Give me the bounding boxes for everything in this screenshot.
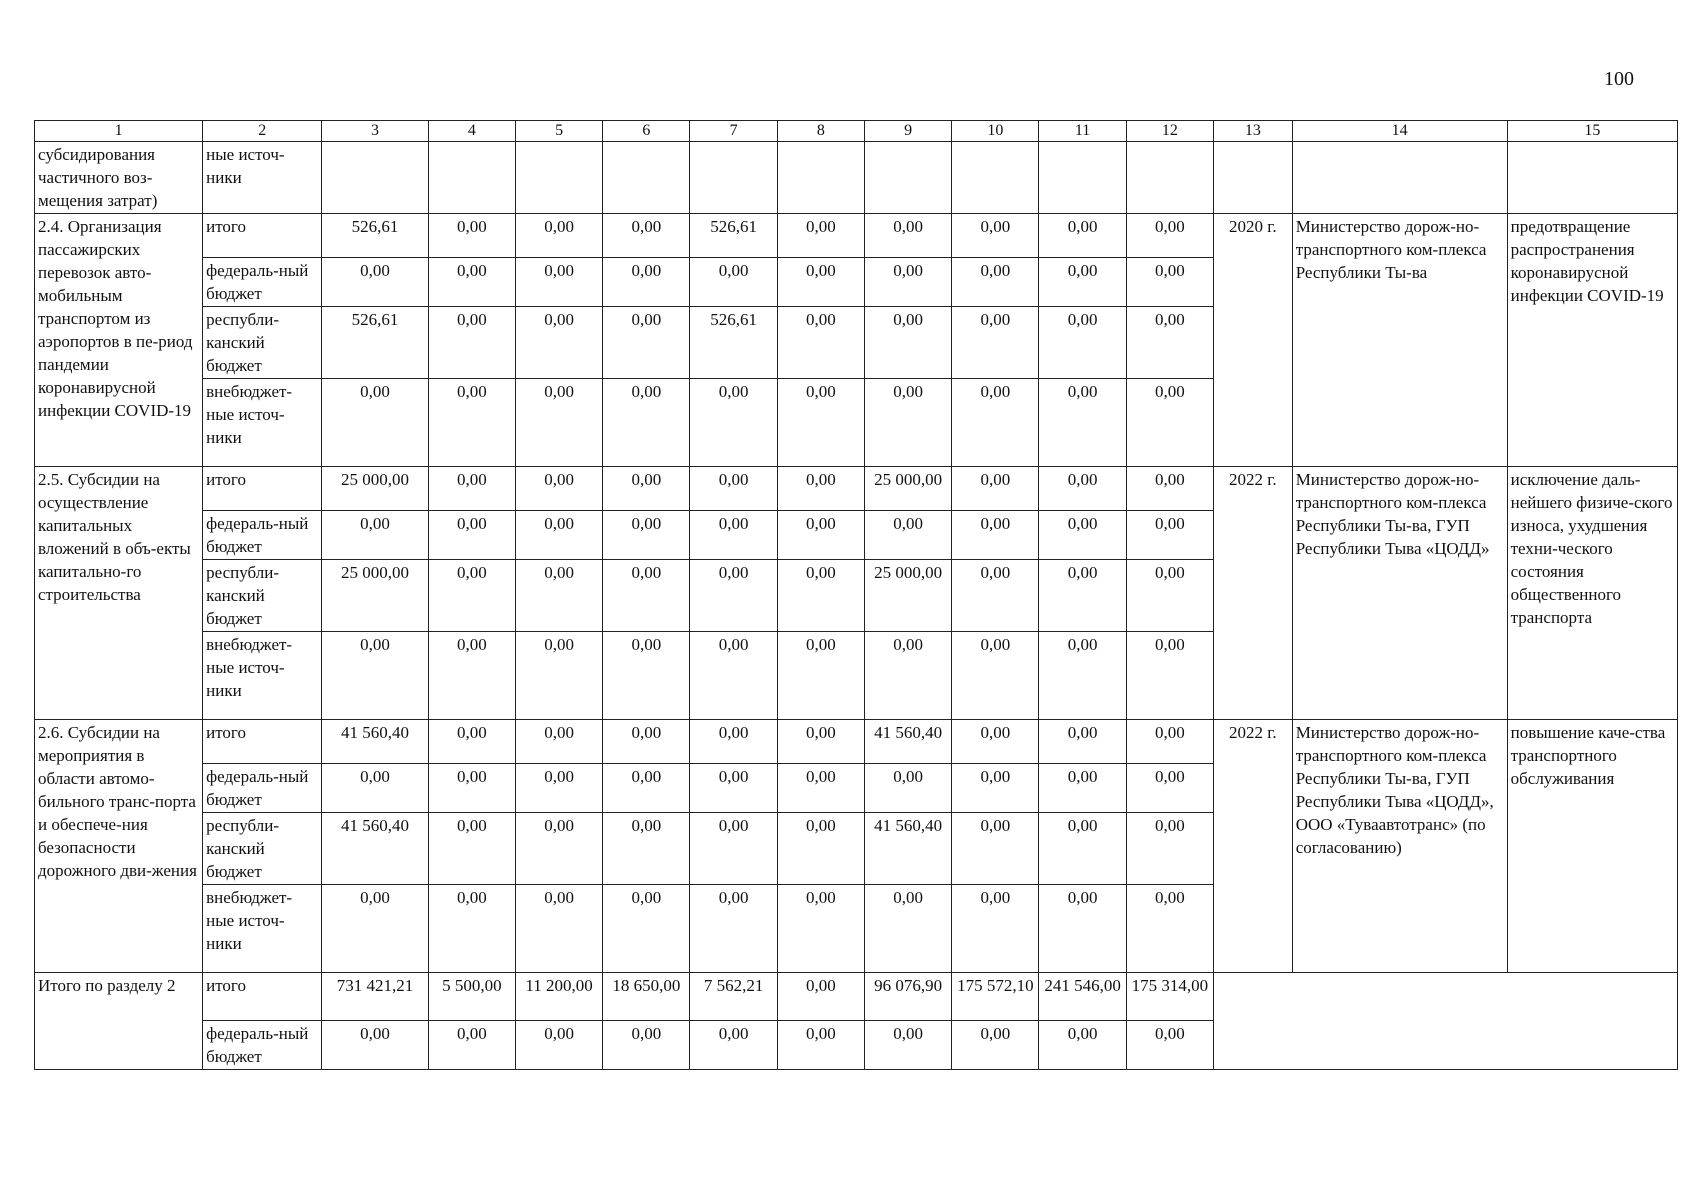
value-cell: 0,00 — [952, 467, 1039, 511]
value-cell: 0,00 — [690, 632, 777, 720]
value-cell: 0,00 — [428, 379, 515, 467]
value-cell: 0,00 — [1126, 467, 1213, 511]
value-cell: 0,00 — [322, 764, 428, 813]
funding-source-cell: итого — [203, 214, 322, 258]
funding-source-cell: федераль-ный бюджет — [203, 1021, 322, 1070]
value-cell: 0,00 — [777, 258, 864, 307]
value-cell: 5 500,00 — [428, 973, 515, 1021]
value-cell: 25 000,00 — [864, 467, 951, 511]
table-row — [35, 720, 1678, 764]
executor-cell: Министерство дорож-но-транспортного ком-плекса Республики Ты-ва, ГУП Республики Тыва «ЦОДД», ООО «Туваавтотранс» (по согласованию) — [1292, 720, 1507, 973]
column-header: 9 — [864, 121, 951, 142]
result-cell: предотвращение распространения коронавирусной инфекции COVID-19 — [1507, 214, 1677, 467]
value-cell: 0,00 — [952, 258, 1039, 307]
value-cell: 0,00 — [952, 511, 1039, 560]
value-cell: 0,00 — [515, 467, 602, 511]
value-cell: 0,00 — [1039, 214, 1126, 258]
value-cell: 526,61 — [690, 214, 777, 258]
funding-source-cell: республи-канский бюджет — [203, 813, 322, 885]
continuation-name-cell: субсидирования частичного воз-мещения затрат) — [35, 142, 203, 214]
value-cell: 175 314,00 — [1126, 973, 1213, 1021]
value-cell: 0,00 — [690, 813, 777, 885]
value-cell: 0,00 — [864, 511, 951, 560]
value-cell: 0,00 — [603, 379, 690, 467]
value-cell: 0,00 — [1039, 813, 1126, 885]
value-cell: 0,00 — [864, 379, 951, 467]
value-cell: 0,00 — [428, 307, 515, 379]
value-cell: 0,00 — [322, 379, 428, 467]
measure-name-cell: 2.4. Организация пассажирских перевозок авто-мобильным транспортом из аэропортов в пе-риод пандемии коронавирусной инфекции COVID-19 — [35, 214, 203, 467]
year-cell: 2020 г. — [1213, 214, 1292, 467]
value-cell: 0,00 — [428, 214, 515, 258]
value-cell: 0,00 — [603, 214, 690, 258]
value-cell: 0,00 — [322, 511, 428, 560]
value-cell: 0,00 — [1039, 511, 1126, 560]
value-cell: 0,00 — [952, 307, 1039, 379]
value-cell: 0,00 — [1126, 764, 1213, 813]
continuation-source-cell: ные источ-ники — [203, 142, 322, 214]
value-cell: 7 562,21 — [690, 973, 777, 1021]
column-header: 2 — [203, 121, 322, 142]
column-header: 5 — [515, 121, 602, 142]
value-cell: 0,00 — [690, 720, 777, 764]
funding-source-cell: итого — [203, 467, 322, 511]
value-cell: 0,00 — [690, 1021, 777, 1070]
value-cell: 11 200,00 — [515, 973, 602, 1021]
value-cell: 0,00 — [777, 720, 864, 764]
value-cell: 0,00 — [777, 467, 864, 511]
value-cell: 0,00 — [428, 467, 515, 511]
value-cell: 0,00 — [952, 379, 1039, 467]
continuation-row — [35, 142, 1678, 214]
value-cell: 0,00 — [322, 885, 428, 973]
value-cell: 0,00 — [777, 379, 864, 467]
value-cell: 0,00 — [777, 1021, 864, 1070]
value-cell: 0,00 — [515, 764, 602, 813]
value-cell: 0,00 — [690, 258, 777, 307]
value-cell: 0,00 — [952, 214, 1039, 258]
value-cell: 0,00 — [322, 632, 428, 720]
value-cell: 0,00 — [777, 632, 864, 720]
funding-source-cell: внебюджет-ные источ-ники — [203, 379, 322, 467]
value-cell: 526,61 — [322, 307, 428, 379]
value-cell: 0,00 — [1039, 764, 1126, 813]
value-cell: 0,00 — [1126, 560, 1213, 632]
value-cell: 0,00 — [603, 813, 690, 885]
column-header: 4 — [428, 121, 515, 142]
value-cell: 0,00 — [1126, 885, 1213, 973]
column-header: 14 — [1292, 121, 1507, 142]
table-row — [35, 467, 1678, 511]
value-cell: 175 572,10 — [952, 973, 1039, 1021]
column-header: 7 — [690, 121, 777, 142]
funding-source-cell: итого — [203, 973, 322, 1021]
column-header: 11 — [1039, 121, 1126, 142]
value-cell: 0,00 — [515, 379, 602, 467]
value-cell: 0,00 — [603, 560, 690, 632]
value-cell: 0,00 — [515, 560, 602, 632]
value-cell: 0,00 — [690, 467, 777, 511]
value-cell: 0,00 — [864, 307, 951, 379]
value-cell: 0,00 — [952, 632, 1039, 720]
value-cell: 0,00 — [1126, 511, 1213, 560]
measure-name-cell: 2.5. Субсидии на осуществление капитальных вложений в объ-екты капитально-го строительства — [35, 467, 203, 720]
table-body — [35, 121, 1678, 1070]
value-cell: 0,00 — [1039, 379, 1126, 467]
value-cell: 0,00 — [428, 720, 515, 764]
value-cell: 0,00 — [1039, 467, 1126, 511]
value-cell: 25 000,00 — [322, 467, 428, 511]
value-cell: 0,00 — [428, 560, 515, 632]
value-cell: 0,00 — [603, 632, 690, 720]
funding-source-cell: республи-канский бюджет — [203, 307, 322, 379]
value-cell: 96 076,90 — [864, 973, 951, 1021]
year-cell: 2022 г. — [1213, 720, 1292, 973]
column-header: 15 — [1507, 121, 1677, 142]
executor-cell: Министерство дорож-но-транспортного ком-плекса Республики Ты-ва — [1292, 214, 1507, 467]
executor-cell: Министерство дорож-но-транспортного ком-плекса Республики Ты-ва, ГУП Республики Тыва «ЦОДД» — [1292, 467, 1507, 720]
value-cell: 0,00 — [777, 511, 864, 560]
value-cell: 0,00 — [777, 307, 864, 379]
value-cell: 0,00 — [515, 258, 602, 307]
page-number: 100 — [1604, 68, 1634, 90]
value-cell: 0,00 — [777, 214, 864, 258]
value-cell: 0,00 — [1039, 1021, 1126, 1070]
value-cell: 0,00 — [603, 467, 690, 511]
table-row — [35, 214, 1678, 258]
value-cell: 0,00 — [1126, 632, 1213, 720]
value-cell: 41 560,40 — [322, 813, 428, 885]
value-cell: 0,00 — [428, 1021, 515, 1070]
value-cell: 0,00 — [515, 1021, 602, 1070]
value-cell: 0,00 — [515, 720, 602, 764]
value-cell: 0,00 — [322, 258, 428, 307]
value-cell: 0,00 — [777, 973, 864, 1021]
value-cell: 0,00 — [603, 764, 690, 813]
value-cell: 0,00 — [952, 813, 1039, 885]
value-cell: 0,00 — [603, 258, 690, 307]
column-header: 10 — [952, 121, 1039, 142]
value-cell: 0,00 — [777, 560, 864, 632]
value-cell: 0,00 — [1126, 214, 1213, 258]
value-cell: 0,00 — [690, 885, 777, 973]
value-cell: 0,00 — [428, 764, 515, 813]
funding-source-cell: итого — [203, 720, 322, 764]
value-cell: 0,00 — [777, 813, 864, 885]
value-cell: 25 000,00 — [322, 560, 428, 632]
value-cell: 0,00 — [428, 632, 515, 720]
result-cell: повышение каче-ства транспортного обслуживания — [1507, 720, 1677, 973]
value-cell: 0,00 — [515, 511, 602, 560]
value-cell: 0,00 — [864, 632, 951, 720]
value-cell: 0,00 — [603, 511, 690, 560]
budget-table — [34, 120, 1678, 1070]
value-cell: 0,00 — [1126, 379, 1213, 467]
value-cell: 0,00 — [952, 885, 1039, 973]
value-cell: 0,00 — [1126, 258, 1213, 307]
value-cell: 0,00 — [952, 720, 1039, 764]
value-cell: 0,00 — [1126, 720, 1213, 764]
value-cell: 0,00 — [428, 258, 515, 307]
funding-source-cell: внебюджет-ные источ-ники — [203, 885, 322, 973]
value-cell: 0,00 — [428, 511, 515, 560]
value-cell: 731 421,21 — [322, 973, 428, 1021]
value-cell: 0,00 — [515, 813, 602, 885]
value-cell: 0,00 — [690, 379, 777, 467]
value-cell: 0,00 — [1126, 307, 1213, 379]
value-cell: 0,00 — [952, 764, 1039, 813]
column-header: 12 — [1126, 121, 1213, 142]
column-header: 8 — [777, 121, 864, 142]
value-cell: 0,00 — [1126, 813, 1213, 885]
value-cell: 0,00 — [428, 813, 515, 885]
value-cell: 526,61 — [322, 214, 428, 258]
value-cell: 0,00 — [864, 258, 951, 307]
value-cell: 0,00 — [603, 885, 690, 973]
value-cell: 0,00 — [428, 885, 515, 973]
column-header: 1 — [35, 121, 203, 142]
value-cell: 0,00 — [864, 764, 951, 813]
value-cell: 0,00 — [322, 1021, 428, 1070]
funding-source-cell: федераль-ный бюджет — [203, 511, 322, 560]
value-cell: 526,61 — [690, 307, 777, 379]
funding-source-cell: республи-канский бюджет — [203, 560, 322, 632]
empty-area — [1213, 973, 1677, 1070]
value-cell: 0,00 — [1039, 560, 1126, 632]
value-cell: 41 560,40 — [322, 720, 428, 764]
value-cell: 0,00 — [515, 632, 602, 720]
value-cell: 0,00 — [864, 214, 951, 258]
value-cell: 0,00 — [515, 307, 602, 379]
column-header: 6 — [603, 121, 690, 142]
value-cell: 0,00 — [603, 1021, 690, 1070]
value-cell: 241 546,00 — [1039, 973, 1126, 1021]
value-cell: 0,00 — [1126, 1021, 1213, 1070]
funding-source-cell: федераль-ный бюджет — [203, 764, 322, 813]
value-cell: 0,00 — [603, 307, 690, 379]
value-cell: 0,00 — [603, 720, 690, 764]
value-cell: 0,00 — [864, 885, 951, 973]
funding-source-cell: федераль-ный бюджет — [203, 258, 322, 307]
value-cell: 41 560,40 — [864, 813, 951, 885]
value-cell: 41 560,40 — [864, 720, 951, 764]
value-cell: 0,00 — [1039, 258, 1126, 307]
value-cell: 0,00 — [777, 885, 864, 973]
value-cell: 0,00 — [1039, 307, 1126, 379]
value-cell: 0,00 — [952, 560, 1039, 632]
value-cell: 25 000,00 — [864, 560, 951, 632]
value-cell: 0,00 — [690, 511, 777, 560]
funding-source-cell: внебюджет-ные источ-ники — [203, 632, 322, 720]
value-cell: 0,00 — [777, 764, 864, 813]
value-cell: 18 650,00 — [603, 973, 690, 1021]
total-row — [35, 973, 1678, 1021]
column-header: 13 — [1213, 121, 1292, 142]
value-cell: 0,00 — [1039, 720, 1126, 764]
value-cell: 0,00 — [1039, 885, 1126, 973]
value-cell: 0,00 — [952, 1021, 1039, 1070]
value-cell: 0,00 — [690, 560, 777, 632]
value-cell: 0,00 — [864, 1021, 951, 1070]
value-cell: 0,00 — [515, 885, 602, 973]
column-header: 3 — [322, 121, 428, 142]
total-name-cell: Итого по разделу 2 — [35, 973, 203, 1070]
value-cell: 0,00 — [515, 214, 602, 258]
measure-name-cell: 2.6. Субсидии на мероприятия в области автомо-бильного транс-порта и обеспече-ния безопасности дорожного дви-жения — [35, 720, 203, 973]
column-header-row — [35, 121, 1678, 142]
year-cell: 2022 г. — [1213, 467, 1292, 720]
result-cell: исключение даль-нейшего физиче-ского износа, ухудшения техни-ческого состояния общественного транспорта — [1507, 467, 1677, 720]
value-cell: 0,00 — [1039, 632, 1126, 720]
value-cell: 0,00 — [690, 764, 777, 813]
